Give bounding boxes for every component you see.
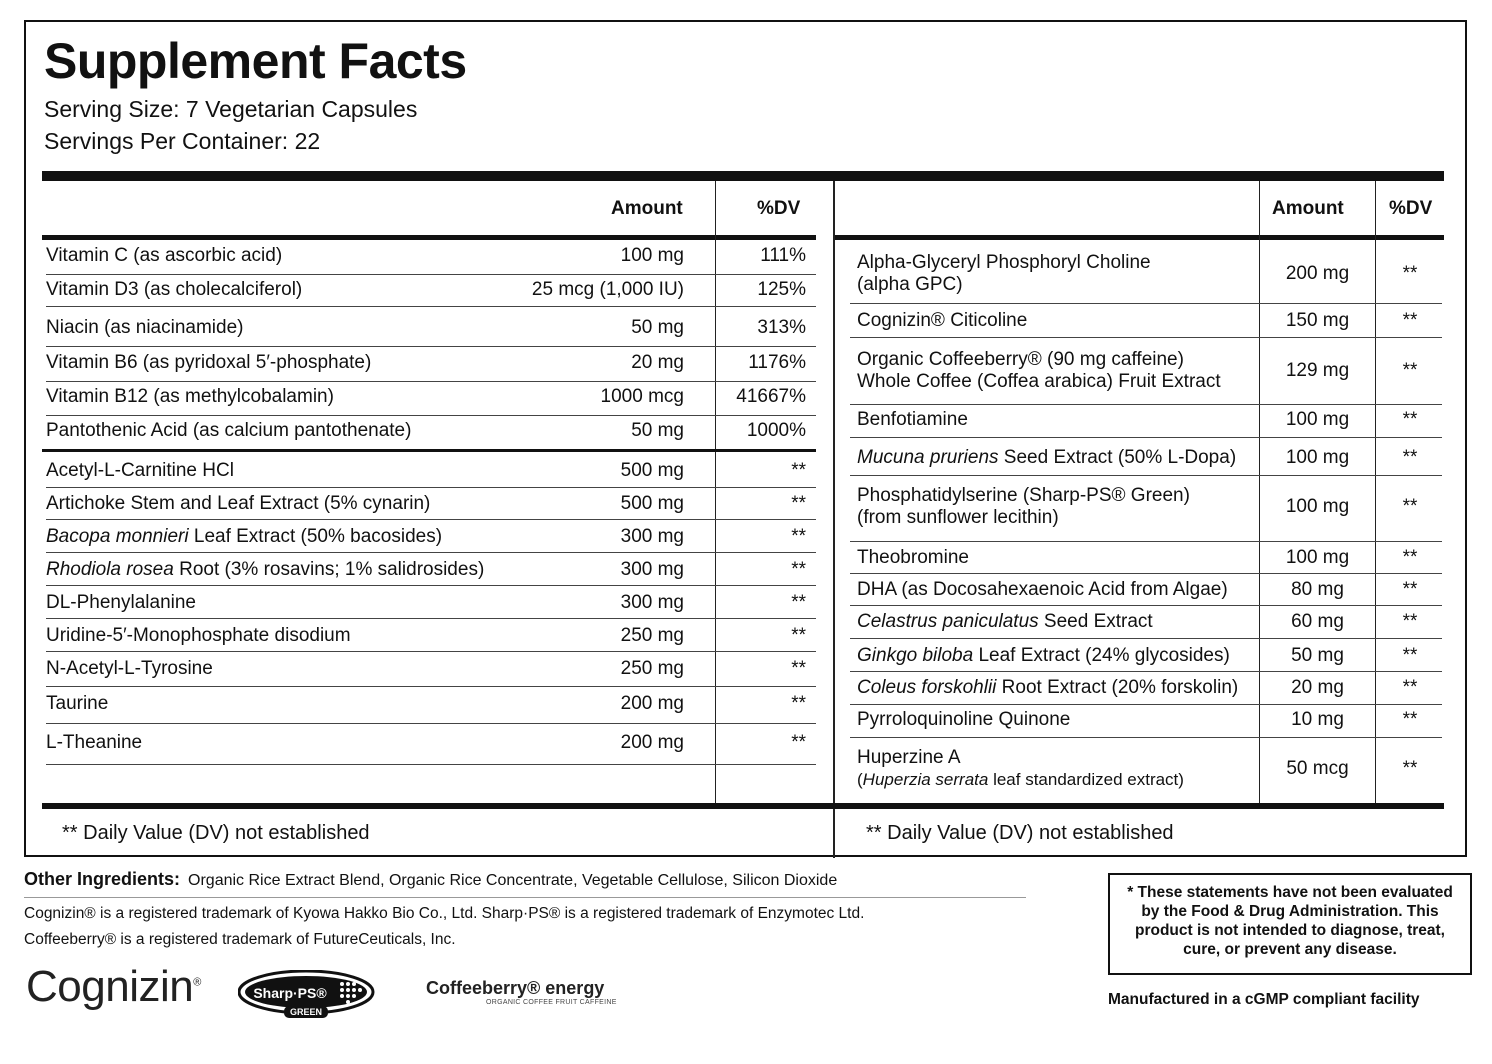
nutrient-amount: 129 mg [1285,360,1350,381]
row-rule [46,585,816,586]
section-rule [42,449,816,452]
nutrient-name-italic: Rhodiola rosea [46,559,174,580]
row-rule [46,487,816,488]
row-rule [850,704,1442,705]
nutrient-name: Niacin (as niacinamide) [46,317,244,338]
nutrient-dv: ** [1402,547,1418,568]
row-rule [850,737,1442,738]
nutrient-dv: 125% [757,279,806,300]
nutrient-dv: ** [791,658,806,679]
nutrient-name-italic: Coleus forskohlii [857,677,997,698]
row-rule [850,303,1442,304]
nutrient-name: Artichoke Stem and Leaf Extract (5% cynarin) [46,493,431,514]
nutrient-amount: 100 mg [1285,409,1350,430]
nutrient-name: N-Acetyl-L-Tyrosine [46,658,213,679]
nutrient-dv: ** [1402,709,1418,730]
nutrient-amount: 500 mg [620,493,684,514]
row-rule [46,274,816,275]
row-rule [850,638,1442,639]
nutrient-dv: 313% [757,317,806,338]
nutrient-amount: 100 mg [1285,496,1350,517]
nutrient-name [46,526,442,548]
table-bottom-rule [42,803,1444,809]
nutrient-amount: 100 mg [1285,547,1350,568]
nutrient-dv: ** [1402,579,1418,600]
nutrient-dv: ** [791,625,806,646]
nutrient-name [857,547,969,569]
nutrient-name-line2: Whole Coffee (Coffea arabica) Fruit Extract [857,371,1221,392]
other-ingredients-rule [24,897,1026,898]
nutrient-amount: 250 mg [620,658,684,679]
nutrient-name-italic: Mucuna pruriens [857,447,999,468]
nutrient-amount: 50 mg [631,317,684,338]
nutrient-dv: ** [1402,310,1418,331]
nutrient-name [857,677,1238,699]
nutrient-amount: 200 mg [620,693,684,714]
nutrient-name-italic: Ginkgo biloba [857,645,974,666]
nutrient-amount: 150 mg [1285,310,1350,331]
nutrient-amount: 50 mg [631,420,684,441]
nutrient-amount: 25 mcg (1,000 IU) [531,279,684,300]
manufactured-note: Manufactured in a cGMP compliant facility [1108,991,1420,1008]
center-divider [833,181,835,858]
nutrient-name-line2: (from sunflower lecithin) [857,507,1059,528]
right-amount-header: Amount [1272,198,1344,219]
nutrient-amount: 100 mg [1285,447,1350,468]
nutrient-name-line1: Alpha-Glyceryl Phosphoryl Choline [857,252,1151,273]
nutrient-name: Vitamin D3 (as cholecalciferol) [46,279,303,300]
nutrient-name [857,485,1190,507]
trademark-line-1: Cognizin® is a registered trademark of Kyowa Hakko Bio Co., Ltd. Sharp·PS® is a registered trademark of Enzymotec Ltd. [24,905,865,922]
nutrient-name-line1: Benfotiamine [857,409,968,430]
nutrient-name-line1: Organic Coffeeberry® (90 mg caffeine) [857,349,1184,370]
nutrient-amount: 300 mg [620,559,684,580]
row-rule [850,337,1442,338]
row-rule [46,618,816,619]
left-amount-header: Amount [611,198,683,219]
left-dv-header: %DV [757,198,801,219]
row-rule [46,519,816,520]
nutrient-name [857,645,1230,667]
cognizin-logo-text: Cognizin [26,962,194,1011]
row-rule [850,605,1442,606]
sharp-ps-logo-text: Sharp·PS® [253,985,327,1001]
other-ingredients-label: Other Ingredients: [24,869,181,889]
nutrient-name-line2-italic: Huperzia serrata [862,770,989,789]
nutrient-name-line2 [857,769,1184,791]
row-rule [46,651,816,652]
row-rule [46,381,816,382]
nutrient-name-line1: Cognizin® Citicoline [857,310,1028,331]
nutrient-dv: ** [1402,360,1418,381]
nutrient-name: Acetyl-L-Carnitine HCl [46,460,234,481]
sharp-ps-logo [238,970,378,1023]
nutrient-amount: 250 mg [620,625,684,646]
row-rule [850,475,1442,476]
nutrient-name: Vitamin C (as ascorbic acid) [46,245,283,266]
nutrient-dv: ** [1402,409,1418,430]
right-header-rule [835,235,1444,240]
nutrient-amount: 20 mg [631,352,684,373]
row-rule [46,764,816,765]
sharp-ps-logo-graphic [238,970,378,1018]
left-footnote: ** Daily Value (DV) not established [62,822,370,844]
nutrient-amount: 100 mg [620,245,684,266]
row-rule [850,437,1442,438]
header-divider [42,171,1444,181]
nutrient-name-rest: Leaf Extract (24% glycosides) [973,645,1230,666]
nutrient-name: DL-Phenylalanine [46,592,196,613]
servings-per-container: Servings Per Container: 22 [44,128,321,154]
row-rule [46,552,816,553]
row-rule [46,723,816,724]
nutrient-name-line1: DHA (as Docosahexaenoic Acid from Algae) [857,579,1228,600]
nutrient-name [857,409,968,431]
nutrient-dv: ** [1402,611,1418,632]
right-footnote: ** Daily Value (DV) not established [866,822,1174,844]
nutrient-amount: 50 mg [1291,645,1344,666]
nutrient-dv: ** [1402,677,1418,698]
trademark-line-2: Coffeeberry® is a registered trademark of FutureCeuticals, Inc. [24,931,456,948]
nutrient-amount: 80 mg [1291,579,1344,600]
nutrient-dv: ** [1402,758,1418,779]
nutrient-name [857,349,1184,371]
nutrient-amount: 200 mg [620,732,684,753]
nutrient-dv: ** [1402,447,1418,468]
nutrient-name: Uridine-5′-Monophosphate disodium [46,625,351,646]
nutrient-dv: ** [1402,263,1418,284]
nutrient-name-line1: Huperzine A [857,747,961,768]
nutrient-name: Pantothenic Acid (as calcium pantothenate) [46,420,412,441]
nutrient-amount: 50 mcg [1286,758,1349,779]
row-rule [850,573,1442,574]
nutrient-dv: 111% [760,245,806,266]
nutrient-name [46,559,484,581]
nutrient-name [857,447,1236,469]
row-rule [850,541,1442,542]
sharp-ps-logo-subtext: GREEN [289,1007,323,1017]
nutrient-name [857,709,1070,731]
nutrient-amount: 500 mg [620,460,684,481]
nutrient-name-line2-pre: ( [857,770,863,789]
nutrient-dv: ** [791,493,806,514]
nutrient-amount: 300 mg [620,592,684,613]
row-rule [850,671,1442,672]
nutrient-name-rest: Leaf Extract (50% bacosides) [188,526,443,547]
nutrient-amount: 10 mg [1291,709,1344,730]
nutrient-dv: ** [791,693,806,714]
nutrient-dv: ** [791,559,806,580]
coffeeberry-logo-subtext: ORGANIC COFFEE FRUIT CAFFEINE [486,999,617,1006]
nutrient-name: Vitamin B6 (as pyridoxal 5′-phosphate) [46,352,372,373]
nutrient-name: Vitamin B12 (as methylcobalamin) [46,386,334,407]
nutrient-name-rest: Seed Extract [1038,611,1153,632]
nutrient-name [857,747,961,769]
nutrient-name-italic: Bacopa monnieri [46,526,189,547]
nutrient-dv: ** [791,460,806,481]
row-rule [850,404,1442,405]
nutrient-name-rest: Root (3% rosavins; 1% salidrosides) [173,559,485,580]
nutrient-dv: 1000% [746,420,806,441]
nutrient-name-rest: Seed Extract (50% L-Dopa) [998,447,1237,468]
row-rule [46,306,816,307]
row-rule [46,346,816,347]
other-ingredients [24,869,837,890]
nutrient-name [857,611,1153,633]
right-dv-header: %DV [1389,198,1433,219]
coffeeberry-logo-text: Coffeeberry® energy [426,978,605,998]
nutrient-name-line2-rest: leaf standardized extract) [988,770,1184,789]
row-rule [46,686,816,687]
other-ingredients-text: Organic Rice Extract Blend, Organic Rice Concentrate, Vegetable Cellulose, Silicon Dioxide [188,872,838,889]
row-rule [46,415,816,416]
nutrient-amount: 200 mg [1285,263,1350,284]
nutrient-name [857,579,1228,601]
nutrient-name: L-Theanine [46,732,143,753]
fda-disclaimer: * These statements have not been evaluated by the Food & Drug Administration. This product is not intended to diagnose, treat, cure, or prevent any disease. [1108,873,1472,975]
nutrient-dv: ** [791,732,806,753]
coffeeberry-logo [426,978,617,1006]
nutrient-amount: 1000 mcg [600,386,684,407]
nutrient-name-line1: Theobromine [857,547,969,568]
nutrient-name-line1: Phosphatidylserine (Sharp-PS® Green) [857,485,1190,506]
nutrient-dv: ** [1402,496,1418,517]
nutrient-name-line1: Pyrroloquinoline Quinone [857,709,1071,730]
page-title: Supplement Facts [44,33,467,89]
left-header-rule [42,235,816,240]
nutrient-name [857,252,1151,274]
nutrient-dv: 1176% [748,352,806,373]
nutrient-name: Taurine [46,693,109,714]
nutrient-amount: 300 mg [620,526,684,547]
nutrient-amount: 20 mg [1291,677,1344,698]
nutrient-dv: ** [1402,645,1418,666]
nutrient-amount: 60 mg [1291,611,1344,632]
nutrient-name-italic: Celastrus paniculatus [857,611,1039,632]
nutrient-dv: ** [791,592,806,613]
nutrient-name [857,310,1027,332]
cognizin-logo [26,962,201,1012]
cognizin-logo-mark: ® [193,976,201,989]
nutrient-dv: 41667% [736,386,806,407]
nutrient-name-line2: (alpha GPC) [857,274,963,295]
nutrient-name-rest: Root Extract (20% forskolin) [996,677,1239,698]
nutrient-dv: ** [791,526,806,547]
serving-size: Serving Size: 7 Vegetarian Capsules [44,96,418,122]
